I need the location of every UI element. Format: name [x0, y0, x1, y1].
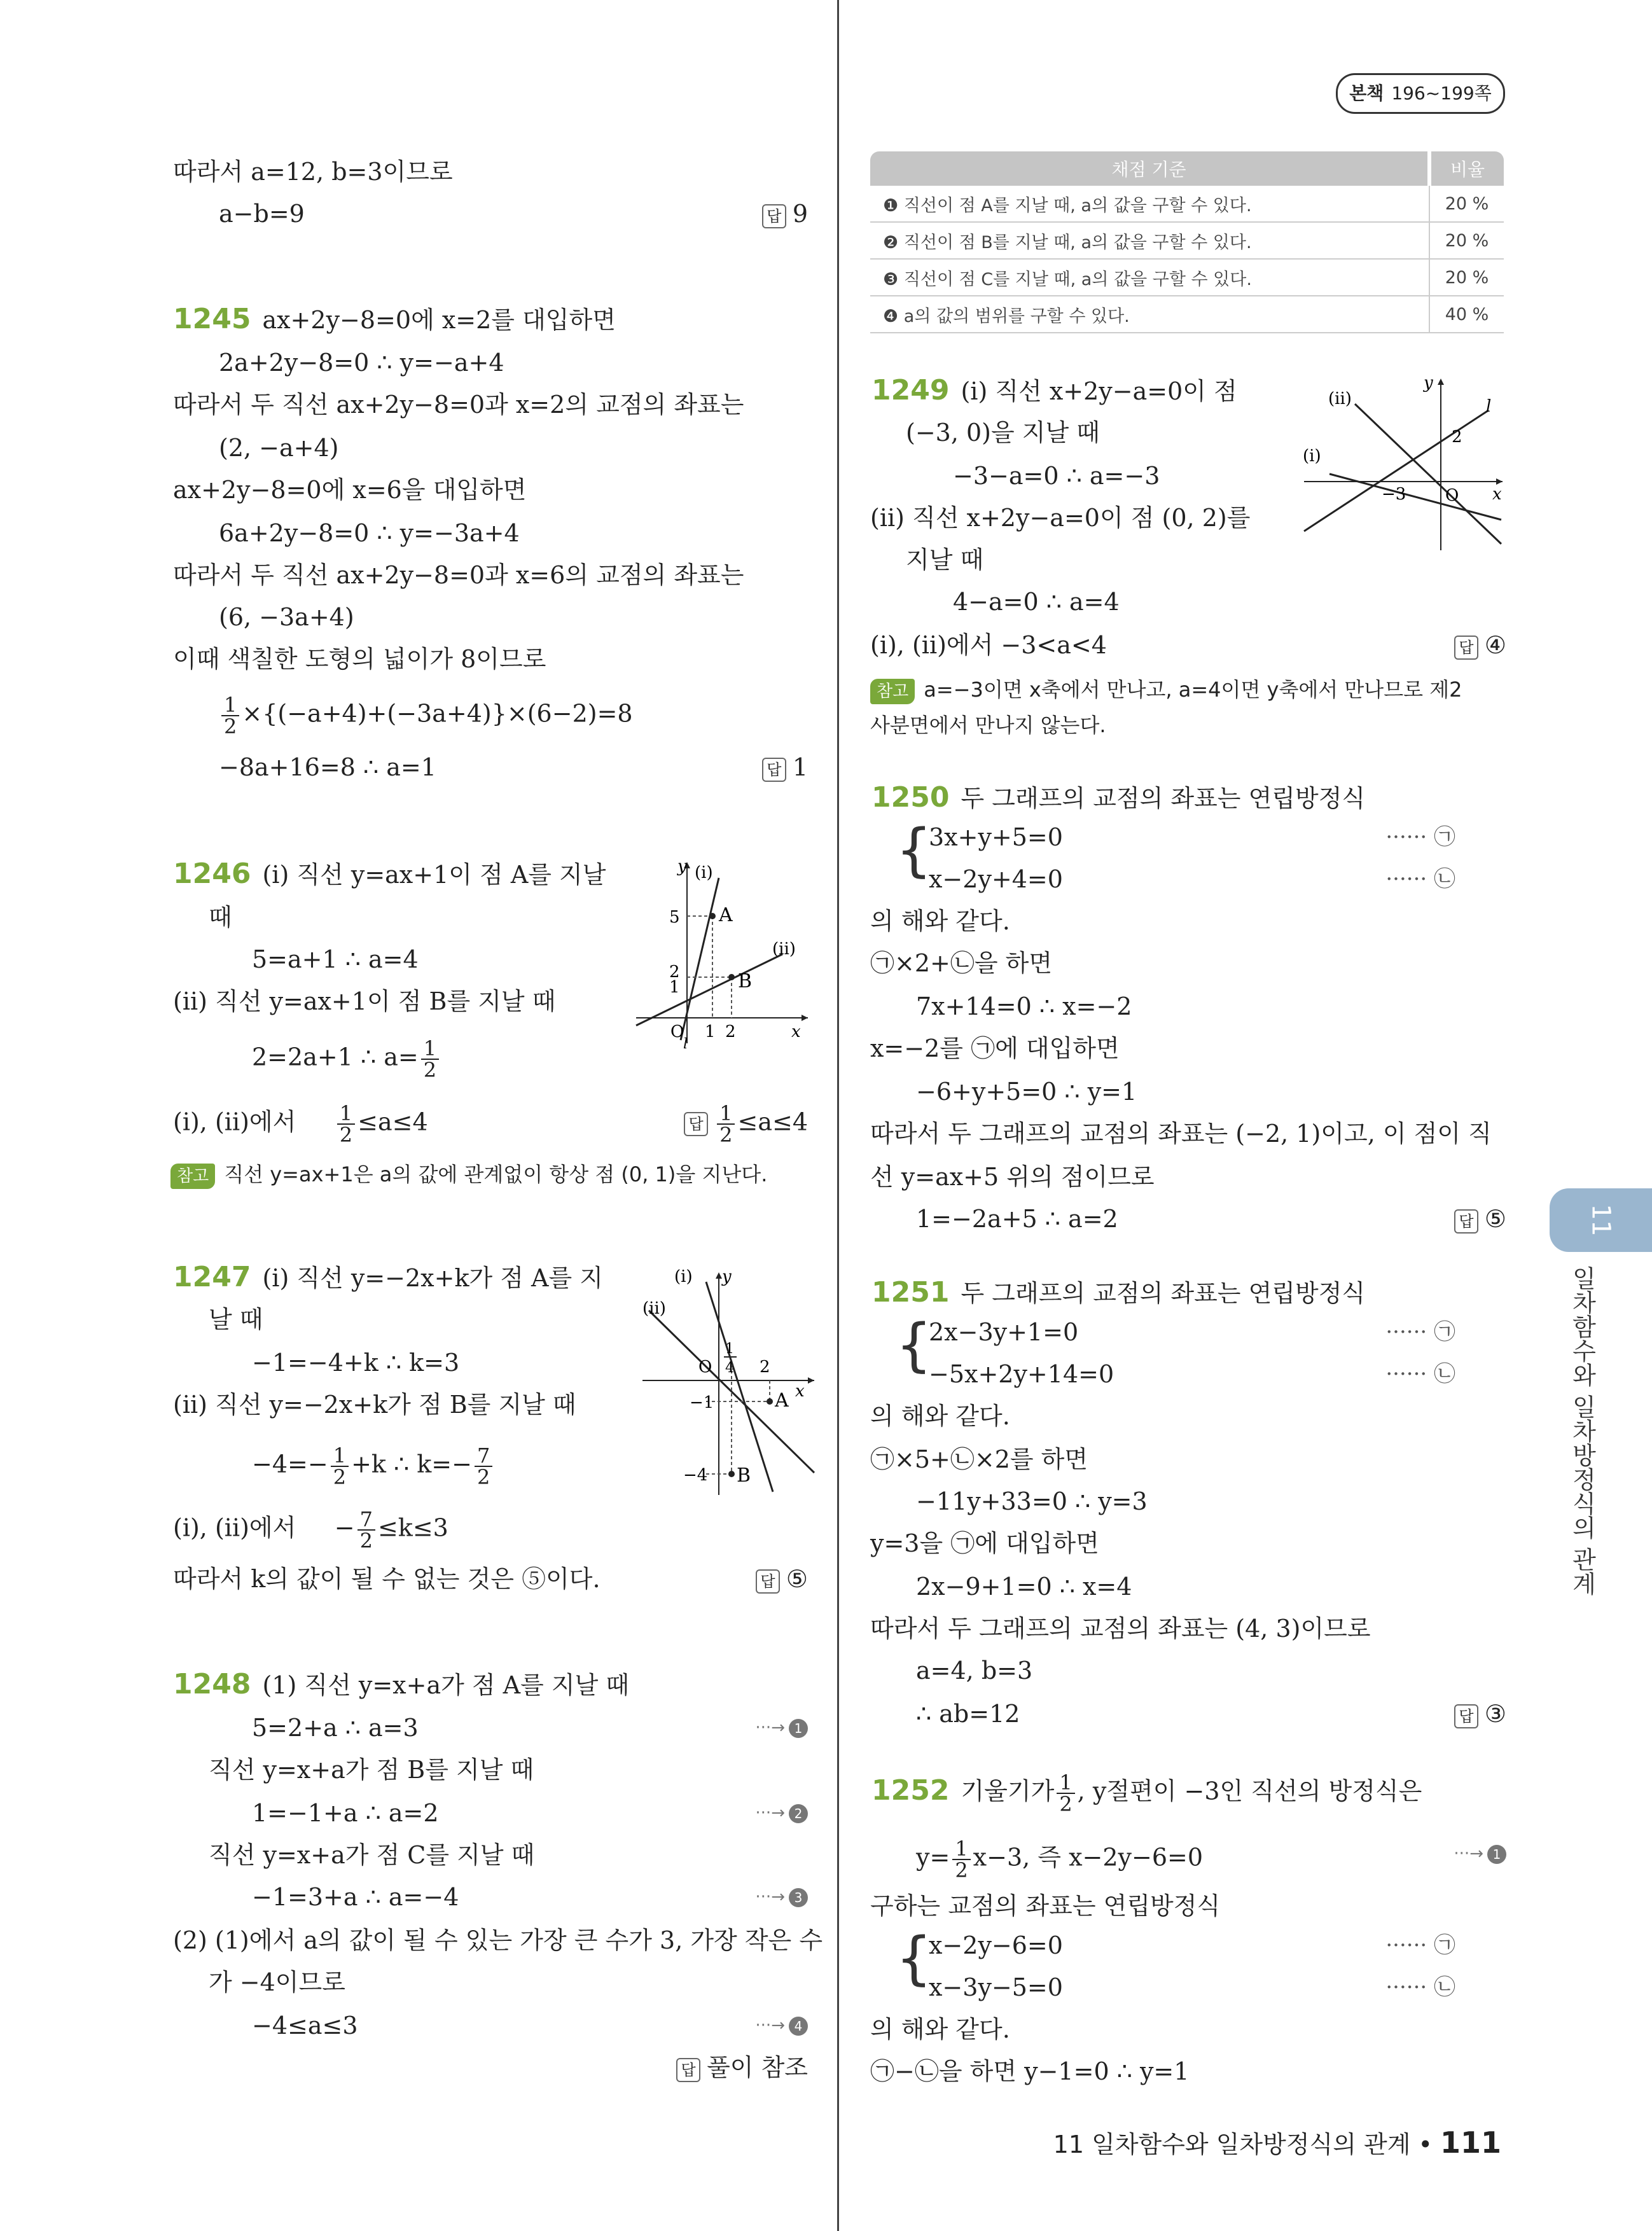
note-continued: 사분면에서 만나지 않는다. — [870, 713, 1106, 737]
fraction: $\frac{1}{2}$ — [331, 1445, 349, 1487]
text-line: −6+y+5=0 ∴ y=1 — [916, 1078, 1137, 1106]
problem-1248-line: 1248 (1) 직선 y=x+a가 점 A를 지날 때 — [173, 1668, 630, 1700]
svg-text:y: y — [722, 1267, 732, 1286]
svg-text:1: 1 — [669, 978, 680, 997]
step-marker: ···→ 3 — [755, 1882, 808, 1912]
text-line: 따라서 a=12, b=3이므로 — [173, 158, 453, 186]
equation-label: ······ ㉠ — [1385, 1933, 1455, 1958]
text-line: ㉠×2+㉡을 하면 — [870, 949, 1053, 977]
problem-number: 1245 — [173, 303, 251, 335]
text-line: 구하는 교점의 좌표는 연립방정식 — [870, 1892, 1221, 1920]
text-line: 4−a=0 ∴ a=4 — [953, 588, 1120, 616]
problem-1252-line: 1252 기울기가 $\frac{1}{2}$ , y절편이 −3인 직선의 방정식은 — [871, 1770, 1422, 1816]
text-line: (2) (1)에서 a의 값이 될 수 있는 가장 큰 수가 3, 가장 작은 수 — [173, 1926, 823, 1954]
text-line: 1=−1+a ∴ a=2 — [252, 1799, 439, 1827]
brace-icon: { — [896, 1925, 933, 1992]
text-line: 5=a+1 ∴ a=4 — [252, 945, 419, 973]
fraction: $\frac{1}{2}$ — [717, 1103, 735, 1145]
text-line: a−b=9 — [219, 200, 305, 228]
answer-icon: 답 — [756, 1569, 780, 1594]
equation-label: ······ ㉡ — [1385, 1975, 1455, 2000]
text-line: (6, −3a+4) — [219, 603, 354, 631]
svg-text:y: y — [1424, 373, 1433, 393]
reference-badge: 본책 196~199쪽 — [1336, 73, 1505, 114]
svg-text:l: l — [683, 1036, 688, 1050]
note: 참고 a=−3이면 x축에서 만나고, a=4이면 y축에서 만나므로 제2 — [870, 674, 1462, 705]
text-line: 날 때 — [209, 1305, 263, 1333]
answer-icon: 답 — [684, 1112, 708, 1136]
problem-number: 1247 — [173, 1261, 251, 1293]
text-line: 의 해와 같다. — [870, 2015, 1010, 2043]
svg-text:(i): (i) — [1303, 447, 1321, 466]
equation: 3x+y+5=0 — [929, 823, 1063, 851]
answer-icon: 답 — [1454, 636, 1478, 660]
text-line: 직선 y=x+a가 점 B를 지날 때 — [209, 1756, 534, 1784]
svg-text:x: x — [795, 1382, 805, 1401]
svg-text:x: x — [791, 1022, 801, 1041]
svg-text:1: 1 — [725, 1341, 734, 1357]
svg-text:−1: −1 — [690, 1393, 714, 1412]
svg-text:−4: −4 — [683, 1466, 708, 1485]
fraction-line: y= $\frac{1}{2}$ x−3, 즉 x−2y−6=0 — [916, 1837, 1204, 1882]
equation-label: ······ ㉡ — [1385, 1361, 1455, 1387]
fraction: $\frac{7}{2}$ — [475, 1445, 492, 1487]
note-tag: 참고 — [170, 1164, 215, 1189]
svg-text:2: 2 — [725, 1022, 736, 1041]
fraction: $\frac{7}{2}$ — [357, 1509, 375, 1551]
equation-label: ······ ㉠ — [1385, 1319, 1455, 1345]
svg-text:(i): (i) — [695, 863, 713, 882]
svg-text:y: y — [677, 857, 687, 876]
grading-header-criteria: 채점 기준 — [870, 151, 1429, 186]
text-line: 따라서 두 직선 ax+2y−8=0과 x=2의 교점의 좌표는 — [173, 391, 744, 419]
equation-label: ······ ㉠ — [1385, 824, 1455, 850]
chapter-label: 일차함수와 일차방정식의 관계 — [1568, 1266, 1596, 1596]
text-line: y=3을 ㉠에 대입하면 — [870, 1529, 1099, 1557]
text-line: ∴ ab=12 — [916, 1700, 1020, 1728]
text-line: 5=2+a ∴ a=3 — [252, 1714, 419, 1742]
equation: x−3y−5=0 — [929, 1973, 1063, 2001]
chapter-tab: 11 — [1550, 1188, 1652, 1252]
text-line: 따라서 두 그래프의 교점의 좌표는 (4, 3)이므로 — [870, 1615, 1371, 1643]
svg-text:l: l — [1486, 397, 1492, 416]
graph-1247 — [636, 1263, 821, 1498]
svg-text:(ii): (ii) — [1328, 389, 1352, 408]
svg-text:2: 2 — [760, 1358, 770, 1377]
text-line: −3−a=0 ∴ a=−3 — [953, 462, 1160, 490]
fraction: $\frac{1}{2}$ — [1057, 1772, 1074, 1814]
equation: −5x+2y+14=0 — [929, 1360, 1114, 1388]
answer-mark: 답 $\frac{1}{2}$ ≤a≤4 — [684, 1103, 808, 1145]
fraction: $\frac{1}{2}$ — [421, 1038, 439, 1080]
svg-text:5: 5 — [669, 908, 680, 927]
text-line: 2x−9+1=0 ∴ x=4 — [916, 1573, 1132, 1601]
problem-number: 1248 — [173, 1668, 251, 1700]
problem-1246-line: 1246 (i) 직선 y=ax+1이 점 A를 지날 — [173, 858, 606, 890]
svg-text:O: O — [1445, 486, 1459, 505]
answer-icon: 답 — [1454, 1209, 1478, 1234]
svg-text:B: B — [738, 970, 753, 992]
brace-icon: { — [896, 1312, 933, 1379]
problem-1250-line: 1250 두 그래프의 교점의 좌표는 연립방정식 — [871, 781, 1366, 814]
equation: x−2y+4=0 — [929, 865, 1063, 893]
svg-text:1: 1 — [705, 1022, 716, 1041]
text-line: (−3, 0)을 지날 때 — [906, 419, 1100, 447]
svg-text:O: O — [670, 1022, 684, 1041]
answer-mark: 답 풀이 참조 — [676, 2052, 808, 2083]
svg-text:2: 2 — [669, 963, 680, 982]
text-line: 따라서 두 그래프의 교점의 좌표는 (−2, 1)이고, 이 점이 직 — [870, 1120, 1492, 1148]
text-line: 따라서 k의 값이 될 수 없는 것은 ⑤이다. — [173, 1565, 600, 1593]
answer-mark: 답 ⑤ — [1454, 1204, 1506, 1234]
answer-icon: 답 — [762, 758, 786, 782]
svg-text:B: B — [737, 1464, 751, 1487]
step-marker: ···→ 4 — [755, 2010, 808, 2041]
text-line: 의 해와 같다. — [870, 907, 1010, 935]
fraction-line: $\frac{1}{2}$ ×{(−a+4)+(−3a+4)}×(6−2)=8 — [219, 695, 633, 737]
fraction: $\frac{1}{2}$ — [221, 695, 239, 737]
text-line: (i), (ii)에서 −3<a<4 — [870, 631, 1107, 659]
answer-icon: 답 — [676, 2058, 700, 2082]
svg-text:x: x — [1492, 485, 1502, 504]
problem-number: 1249 — [871, 374, 950, 407]
svg-text:(i): (i) — [674, 1267, 693, 1286]
table-row: ❶ 직선이 점 A를 지날 때, a의 값을 구할 수 있다. 20 % — [870, 186, 1504, 222]
fraction: $\frac{1}{2}$ — [337, 1103, 355, 1145]
answer-icon: 답 — [762, 204, 786, 228]
answer-mark: 답 1 — [762, 752, 808, 782]
problem-1249-line: 1249 (i) 직선 x+2y−a=0이 점 — [871, 374, 1237, 407]
fraction: $\frac{1}{2}$ — [952, 1838, 970, 1880]
text-line: 가 −4이므로 — [209, 1968, 345, 1996]
problem-number: 1251 — [871, 1276, 950, 1309]
answer-icon: 답 — [1454, 1704, 1478, 1728]
table-row: ❸ 직선이 점 C를 지날 때, a의 값을 구할 수 있다. 20 % — [870, 259, 1504, 296]
problem-number: 1252 — [871, 1774, 950, 1807]
text-line: ㉠×5+㉡×2를 하면 — [870, 1445, 1088, 1473]
text-line: 6a+2y−8=0 ∴ y=−3a+4 — [219, 519, 520, 547]
note: 참고 직선 y=ax+1은 a의 값에 관계없이 항상 점 (0, 1)을 지난다. — [170, 1159, 767, 1190]
fraction-line: (i), (ii)에서 $\frac{1}{2}$ ≤a≤4 — [173, 1101, 428, 1147]
brace-icon: { — [896, 817, 933, 884]
text-line: 직선 y=x+a가 점 C를 지날 때 — [209, 1841, 535, 1869]
fraction-line: 2=2a+1 ∴ a= $\frac{1}{2}$ — [252, 1038, 441, 1080]
equation: x−2y−6=0 — [929, 1931, 1063, 1959]
svg-text:4: 4 — [725, 1360, 734, 1376]
problem-number: 1246 — [173, 858, 251, 890]
text-line: −4≤a≤3 — [252, 2012, 358, 2040]
svg-text:(ii): (ii) — [642, 1299, 666, 1318]
table-row: ❷ 직선이 점 B를 지날 때, a의 값을 구할 수 있다. 20 % — [870, 222, 1504, 259]
svg-text:(ii): (ii) — [772, 940, 796, 959]
text-line: −1=3+a ∴ a=−4 — [252, 1883, 459, 1911]
text-line: 1=−2a+5 ∴ a=2 — [916, 1205, 1118, 1233]
grading-header-ratio: 비율 — [1429, 151, 1504, 186]
text-line: 의 해와 같다. — [870, 1402, 1010, 1430]
text-line: −8a+16=8 ∴ a=1 — [219, 753, 436, 781]
fraction-line: −4=− $\frac{1}{2}$ +k ∴ k=− $\frac{7}{2}$ — [252, 1445, 495, 1487]
text-line: 2a+2y−8=0 ∴ y=−a+4 — [219, 349, 504, 377]
equation-label: ······ ㉡ — [1385, 866, 1455, 892]
problem-1247-line: 1247 (i) 직선 y=−2x+k가 점 A를 지 — [173, 1261, 603, 1293]
page-footer: 11 일차함수와 일차방정식의 관계 • 111 — [1053, 2125, 1501, 2160]
problem-1245-line: 1245 ax+2y−8=0에 x=2를 대입하면 — [173, 303, 616, 335]
text-line: (ii) 직선 y=ax+1이 점 B를 지날 때 — [173, 987, 556, 1015]
text-line: 지날 때 — [906, 546, 984, 574]
text-line: 선 y=ax+5 위의 점이므로 — [870, 1163, 1155, 1191]
text-line: (ii) 직선 y=−2x+k가 점 B를 지날 때 — [173, 1391, 576, 1419]
svg-text:A: A — [775, 1389, 789, 1412]
text-line: 따라서 두 직선 ax+2y−8=0과 x=6의 교점의 좌표는 — [173, 561, 744, 589]
svg-text:−3: −3 — [1382, 485, 1406, 504]
table-row: ❹ a의 값의 범위를 구할 수 있다. 40 % — [870, 296, 1504, 333]
page-number: 111 — [1440, 2125, 1501, 2160]
text-line: (2, −a+4) — [219, 434, 339, 462]
answer-mark: 답 ⑤ — [756, 1564, 808, 1594]
step-marker: ···→ 1 — [1454, 1838, 1506, 1869]
text-line: 7x+14=0 ∴ x=−2 — [916, 992, 1132, 1020]
text-line: x=−2를 ㉠에 대입하면 — [870, 1034, 1120, 1062]
answer-mark: 답 ④ — [1454, 630, 1506, 660]
text-line: ax+2y−8=0에 x=6을 대입하면 — [173, 476, 527, 504]
step-marker: ···→ 2 — [755, 1798, 808, 1828]
problem-1251-line: 1251 두 그래프의 교점의 좌표는 연립방정식 — [871, 1276, 1366, 1309]
column-divider — [837, 0, 839, 2231]
text-line: −11y+33=0 ∴ y=3 — [916, 1487, 1148, 1515]
answer-mark: 답 ③ — [1454, 1699, 1506, 1729]
text-line: (ii) 직선 x+2y−a=0이 점 (0, 2)를 — [870, 504, 1251, 532]
text-line: 때 — [209, 903, 232, 931]
text-line: ㉠−㉡을 하면 y−1=0 ∴ y=1 — [870, 2057, 1190, 2085]
svg-text:2: 2 — [1452, 427, 1462, 447]
fraction-line: (i), (ii)에서 − $\frac{7}{2}$ ≤k≤3 — [173, 1507, 448, 1553]
graph-1249 — [1298, 372, 1508, 557]
note-tag: 참고 — [870, 679, 915, 704]
text-line: 이때 색칠한 도형의 넓이가 8이므로 — [173, 645, 546, 673]
answer-mark: 답 9 — [762, 198, 808, 229]
equation: 2x−3y+1=0 — [929, 1318, 1079, 1346]
text-line: a=4, b=3 — [916, 1657, 1033, 1685]
step-marker: ···→ 1 — [755, 1713, 808, 1743]
graph-1246 — [630, 852, 814, 1050]
svg-text:O: O — [698, 1358, 712, 1377]
text-line: −1=−4+k ∴ k=3 — [252, 1349, 460, 1377]
problem-number: 1250 — [871, 781, 950, 814]
svg-text:A: A — [719, 904, 733, 926]
grading-table — [870, 151, 1504, 333]
